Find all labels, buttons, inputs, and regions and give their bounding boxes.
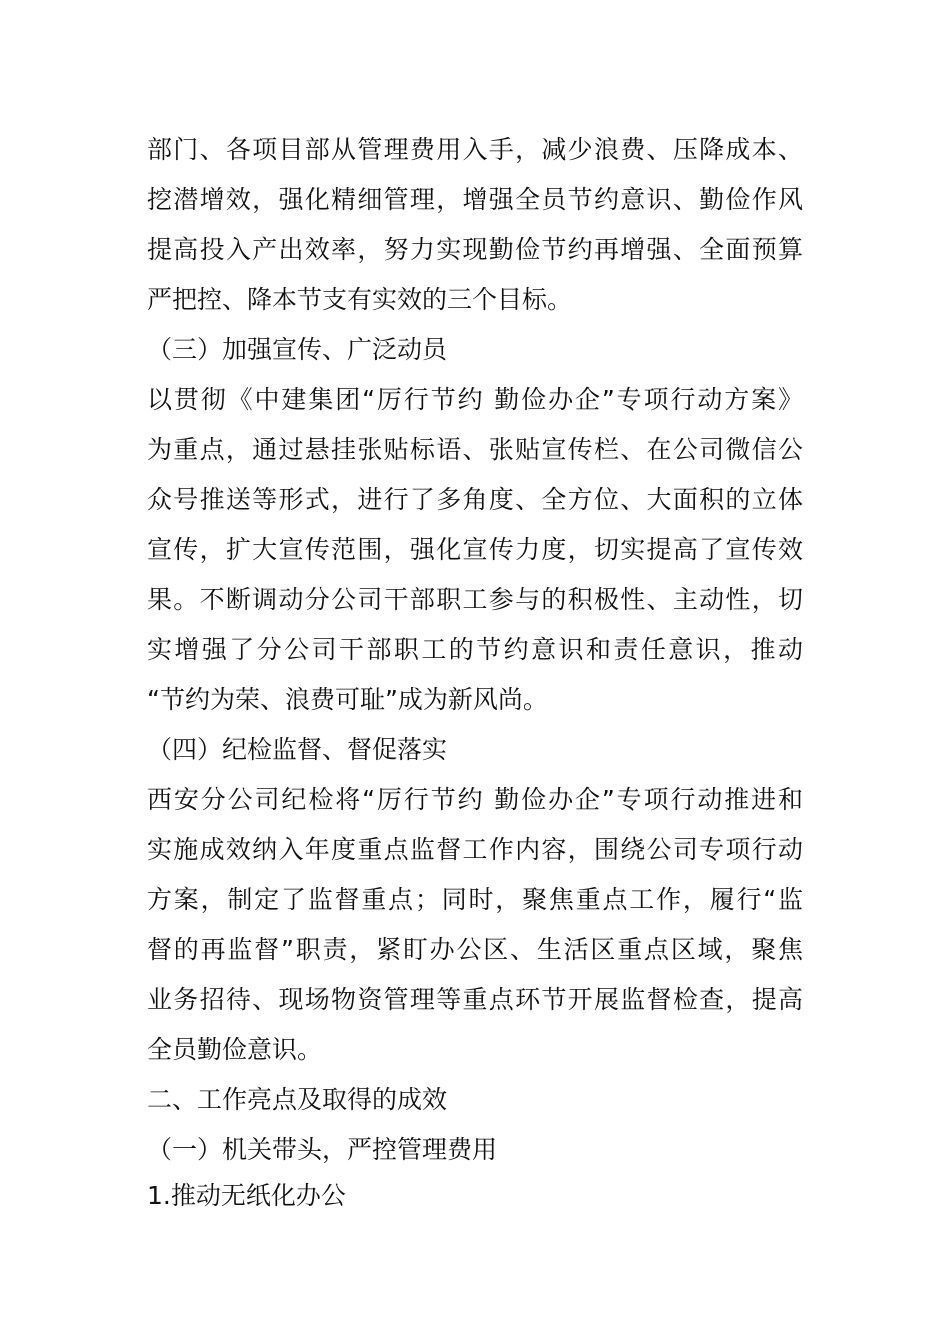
- paragraph-line: 业务招待、现场物资管理等重点环节开展监督检查，提高: [147, 985, 803, 1014]
- paragraph-line: 实施成效纳入年度重点监督工作内容，围绕公司专项行动: [147, 835, 803, 864]
- paragraph-line: 西安分公司纪检将“厉行节约 勤俭办企”专项行动推进和: [147, 785, 803, 814]
- paragraph-line: 挖潜增效，强化精细管理，增强全员节约意识、勤俭作风: [147, 185, 803, 214]
- section-heading: （三）加强宣传、广泛动员: [147, 335, 448, 364]
- paragraph-line: 实增强了分公司干部职工的节约意识和责任意识，推动: [147, 635, 803, 664]
- paragraph-line: “节约为荣、浪费可耻”成为新风尚。: [147, 685, 548, 714]
- section-heading: （四）纪检监督、督促落实: [147, 735, 448, 764]
- paragraph-line: 提高投入产出效率，努力实现勤俭节约再增强、全面预算: [147, 235, 803, 264]
- paragraph-line: 全员勤俭意识。: [147, 1035, 323, 1064]
- paragraph-line: 果。不断调动分公司干部职工参与的积极性、主动性，切: [147, 585, 803, 614]
- paragraph-line: 为重点，通过悬挂张贴标语、张贴宣传栏、在公司微信公: [147, 435, 803, 464]
- document-page: [147, 132, 803, 1228]
- paragraph-line: 以贯彻《中建集团“厉行节约 勤俭办企”专项行动方案》: [147, 385, 803, 414]
- paragraph-line: 督的再监督”职责，紧盯办公区、生活区重点区域，聚焦: [147, 935, 803, 964]
- section-heading: 二、工作亮点及取得的成效: [147, 1085, 448, 1114]
- subsection-heading: （一）机关带头，严控管理费用: [147, 1135, 498, 1164]
- paragraph-line: 众号推送等形式，进行了多角度、全方位、大面积的立体: [147, 485, 803, 514]
- paragraph-line: 严把控、降本节支有实效的三个目标。: [147, 285, 573, 314]
- paragraph-line: 方案，制定了监督重点；同时，聚焦重点工作，履行“监: [147, 885, 803, 914]
- paragraph-line: 部门、各项目部从管理费用入手，减少浪费、压降成本、: [147, 135, 803, 164]
- subsection-item-heading: 1.推动无纸化办公: [147, 1181, 346, 1210]
- paragraph-line: 宣传，扩大宣传范围，强化宣传力度，切实提高了宣传效: [147, 535, 803, 564]
